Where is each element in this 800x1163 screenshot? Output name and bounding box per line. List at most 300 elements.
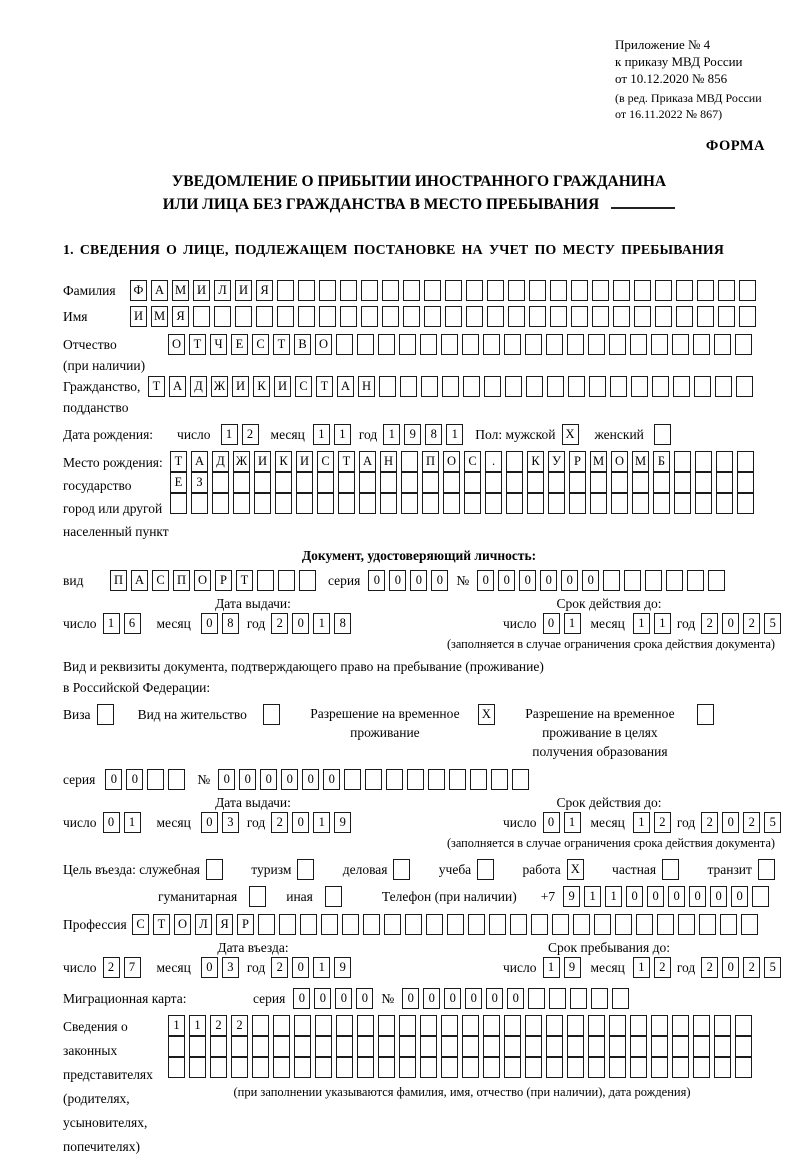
given-name-cells-box[interactable] xyxy=(298,306,315,327)
patronymic-cells-box[interactable] xyxy=(420,334,437,355)
patronymic-cells-box[interactable] xyxy=(693,334,710,355)
migration-card-number-cells-box[interactable] xyxy=(528,988,545,1009)
purpose-transit-checkbox-box[interactable] xyxy=(758,859,775,880)
patronymic-cells-box[interactable] xyxy=(714,334,731,355)
stay-expiry-day-cells[interactable] xyxy=(543,812,581,833)
representatives-row2-cells-box[interactable] xyxy=(609,1036,626,1057)
phone-cells-box[interactable]: 0 xyxy=(626,886,643,907)
patronymic-cells-box[interactable]: Т xyxy=(189,334,206,355)
birthplace-row1-cells-box[interactable]: С xyxy=(464,451,481,472)
representatives-row1-cells-box[interactable]: 2 xyxy=(231,1015,248,1036)
profession-cells-box[interactable] xyxy=(384,914,401,935)
representatives-row2-cells-box[interactable] xyxy=(651,1036,668,1057)
birthplace-row1-cells[interactable] xyxy=(170,451,754,472)
migration-card-series-cells[interactable] xyxy=(293,988,373,1009)
patronymic-cells-box[interactable] xyxy=(336,334,353,355)
profession-cells[interactable] xyxy=(132,914,758,935)
visa-checkbox[interactable] xyxy=(97,704,114,725)
given-name-cells-box[interactable] xyxy=(676,306,693,327)
patronymic-cells-box[interactable]: О xyxy=(315,334,332,355)
surname-cells-box[interactable]: Я xyxy=(256,280,273,301)
birthplace-row1-cells-box[interactable]: У xyxy=(548,451,565,472)
representatives-row2-cells-box[interactable] xyxy=(525,1036,542,1057)
id-doc-number-cells-box[interactable]: 0 xyxy=(540,570,557,591)
id-doc-number-cells-box[interactable] xyxy=(666,570,683,591)
id-issue-month-cells-box[interactable]: 0 xyxy=(201,613,218,634)
surname-cells-box[interactable] xyxy=(613,280,630,301)
representatives-row3-cells-box[interactable] xyxy=(168,1057,185,1078)
given-name-cells-box[interactable] xyxy=(445,306,462,327)
representatives-row2-cells-box[interactable] xyxy=(672,1036,689,1057)
citizenship-cells-box[interactable] xyxy=(463,376,480,397)
given-name-cells-box[interactable] xyxy=(571,306,588,327)
migration-card-number-cells-box[interactable]: 0 xyxy=(402,988,419,1009)
profession-cells-box[interactable] xyxy=(426,914,443,935)
profession-cells-box[interactable] xyxy=(636,914,653,935)
surname-cells-box[interactable] xyxy=(739,280,756,301)
given-name-cells-box[interactable] xyxy=(403,306,420,327)
representatives-row2-cells-box[interactable] xyxy=(735,1036,752,1057)
entry-day-cells-box[interactable]: 2 xyxy=(103,957,120,978)
birthplace-row1-cells-box[interactable] xyxy=(737,451,754,472)
representatives-row2-cells-box[interactable] xyxy=(420,1036,437,1057)
birthplace-row2-cells-box[interactable] xyxy=(590,472,607,493)
id-doc-type-cells-box[interactable] xyxy=(278,570,295,591)
patronymic-cells-box[interactable]: В xyxy=(294,334,311,355)
representatives-row3-cells-box[interactable] xyxy=(294,1057,311,1078)
birthplace-row1-cells-box[interactable]: Т xyxy=(338,451,355,472)
stay-doc-number-cells-box[interactable] xyxy=(344,769,361,790)
birthplace-row2-cells-box[interactable] xyxy=(296,472,313,493)
stay-issue-year-cells-box[interactable]: 2 xyxy=(271,812,288,833)
stay-doc-number-cells-box[interactable]: 0 xyxy=(302,769,319,790)
birthplace-row1-cells-box[interactable]: Д xyxy=(212,451,229,472)
phone-cells-box[interactable]: 0 xyxy=(689,886,706,907)
birthplace-row2-cells-box[interactable] xyxy=(674,472,691,493)
citizenship-cells-box[interactable] xyxy=(379,376,396,397)
stay-issue-month-cells[interactable] xyxy=(201,812,239,833)
profession-cells-box[interactable] xyxy=(258,914,275,935)
phone-cells-box[interactable]: 1 xyxy=(584,886,601,907)
birthplace-row3-cells-box[interactable] xyxy=(170,493,187,514)
id-doc-type-cells-box[interactable]: С xyxy=(152,570,169,591)
purpose-tourism-checkbox-box[interactable] xyxy=(297,859,314,880)
birthplace-row2-cells-box[interactable]: З xyxy=(191,472,208,493)
representatives-row1-cells-box[interactable]: 1 xyxy=(189,1015,206,1036)
given-name-cells-box[interactable] xyxy=(277,306,294,327)
representatives-row2-cells-box[interactable] xyxy=(210,1036,227,1057)
surname-cells-box[interactable] xyxy=(445,280,462,301)
citizenship-cells-box[interactable] xyxy=(484,376,501,397)
id-doc-type-cells-box[interactable]: П xyxy=(173,570,190,591)
representatives-row3-cells-box[interactable] xyxy=(651,1057,668,1078)
citizenship-cells-box[interactable]: А xyxy=(169,376,186,397)
representatives-row1-cells-box[interactable] xyxy=(252,1015,269,1036)
stay-issue-day-cells-box[interactable]: 1 xyxy=(124,812,141,833)
id-issue-year-cells[interactable] xyxy=(271,613,351,634)
representatives-row2-cells-box[interactable] xyxy=(273,1036,290,1057)
stay-doc-number-cells-box[interactable] xyxy=(365,769,382,790)
profession-cells-box[interactable] xyxy=(279,914,296,935)
residence-permit-checkbox[interactable] xyxy=(263,704,280,725)
given-name-cells-box[interactable] xyxy=(508,306,525,327)
birth-day-cells-box[interactable]: 1 xyxy=(221,424,238,445)
representatives-row3-cells-box[interactable] xyxy=(714,1057,731,1078)
profession-cells-box[interactable] xyxy=(615,914,632,935)
patronymic-cells-box[interactable] xyxy=(399,334,416,355)
sex-female-checkbox-box[interactable] xyxy=(654,424,671,445)
citizenship-cells-box[interactable]: Т xyxy=(316,376,333,397)
birthplace-row2-cells-box[interactable] xyxy=(569,472,586,493)
surname-cells-box[interactable] xyxy=(361,280,378,301)
birthplace-row3-cells-box[interactable] xyxy=(254,493,271,514)
birthplace-row3-cells-box[interactable] xyxy=(275,493,292,514)
citizenship-cells-box[interactable] xyxy=(421,376,438,397)
id-expiry-year-cells[interactable] xyxy=(701,613,781,634)
birthplace-row3-cells-box[interactable] xyxy=(443,493,460,514)
representatives-row3-cells-box[interactable] xyxy=(567,1057,584,1078)
stay-doc-number-cells-box[interactable]: 0 xyxy=(323,769,340,790)
sex-female-checkbox[interactable] xyxy=(654,424,671,445)
given-name-cells-box[interactable] xyxy=(466,306,483,327)
given-name-cells-box[interactable] xyxy=(697,306,714,327)
stay-doc-number-cells-box[interactable]: 0 xyxy=(218,769,235,790)
patronymic-cells-box[interactable]: С xyxy=(252,334,269,355)
migration-card-series-cells-box[interactable]: 0 xyxy=(335,988,352,1009)
given-name-cells-box[interactable] xyxy=(193,306,210,327)
representatives-row1-cells-box[interactable] xyxy=(735,1015,752,1036)
stay-until-year-cells-box[interactable]: 5 xyxy=(764,957,781,978)
citizenship-cells-box[interactable]: А xyxy=(337,376,354,397)
stay-doc-number-cells-box[interactable] xyxy=(470,769,487,790)
birthplace-row3-cells-box[interactable] xyxy=(674,493,691,514)
stay-until-year-cells-box[interactable]: 2 xyxy=(701,957,718,978)
citizenship-cells-box[interactable] xyxy=(694,376,711,397)
representatives-row3-cells-box[interactable] xyxy=(420,1057,437,1078)
surname-cells-box[interactable]: И xyxy=(235,280,252,301)
representatives-row3-cells-box[interactable] xyxy=(231,1057,248,1078)
stay-doc-number-cells-box[interactable]: 0 xyxy=(260,769,277,790)
id-issue-year-cells-box[interactable]: 2 xyxy=(271,613,288,634)
phone-cells-box[interactable]: 0 xyxy=(668,886,685,907)
profession-cells-box[interactable] xyxy=(531,914,548,935)
surname-cells-box[interactable] xyxy=(676,280,693,301)
profession-cells-box[interactable]: Р xyxy=(237,914,254,935)
citizenship-cells-box[interactable] xyxy=(589,376,606,397)
representatives-row2-cells-box[interactable] xyxy=(399,1036,416,1057)
id-doc-series-cells[interactable] xyxy=(368,570,448,591)
representatives-row1-cells-box[interactable] xyxy=(630,1015,647,1036)
migration-card-series-cells-box[interactable]: 0 xyxy=(356,988,373,1009)
representatives-row2-cells-box[interactable] xyxy=(252,1036,269,1057)
entry-year-cells-box[interactable]: 2 xyxy=(271,957,288,978)
representatives-row2-cells-box[interactable] xyxy=(567,1036,584,1057)
birthplace-row3-cells-box[interactable] xyxy=(653,493,670,514)
representatives-row3-cells-box[interactable] xyxy=(336,1057,353,1078)
id-doc-number-cells-box[interactable] xyxy=(624,570,641,591)
birthplace-row3-cells-box[interactable] xyxy=(380,493,397,514)
surname-cells-box[interactable]: И xyxy=(193,280,210,301)
representatives-row1-cells-box[interactable] xyxy=(315,1015,332,1036)
surname-cells-box[interactable]: Л xyxy=(214,280,231,301)
id-issue-month-cells-box[interactable]: 8 xyxy=(222,613,239,634)
birthplace-row2-cells[interactable] xyxy=(170,472,754,493)
given-name-cells-box[interactable] xyxy=(256,306,273,327)
migration-card-number-cells-box[interactable] xyxy=(549,988,566,1009)
given-name-cells-box[interactable] xyxy=(214,306,231,327)
representatives-row3-cells-box[interactable] xyxy=(693,1057,710,1078)
profession-cells-box[interactable] xyxy=(594,914,611,935)
given-name-cells-box[interactable] xyxy=(718,306,735,327)
birthplace-row3-cells-box[interactable] xyxy=(716,493,733,514)
birthplace-row1-cells-box[interactable]: Б xyxy=(653,451,670,472)
birthplace-row2-cells-box[interactable] xyxy=(527,472,544,493)
representatives-row2-cells-box[interactable] xyxy=(441,1036,458,1057)
stay-doc-number-cells-box[interactable] xyxy=(386,769,403,790)
surname-cells-box[interactable] xyxy=(298,280,315,301)
representatives-row1-cells-box[interactable] xyxy=(336,1015,353,1036)
given-name-cells-box[interactable] xyxy=(529,306,546,327)
profession-cells-box[interactable]: С xyxy=(132,914,149,935)
birthplace-row3-cells-box[interactable] xyxy=(233,493,250,514)
stay-expiry-year-cells-box[interactable]: 2 xyxy=(743,812,760,833)
profession-cells-box[interactable]: Я xyxy=(216,914,233,935)
id-expiry-day-cells-box[interactable]: 1 xyxy=(564,613,581,634)
birth-year-cells[interactable] xyxy=(383,424,463,445)
representatives-row3-cells-box[interactable] xyxy=(210,1057,227,1078)
birthplace-row2-cells-box[interactable] xyxy=(653,472,670,493)
representatives-row2-cells[interactable] xyxy=(168,1036,756,1057)
birthplace-row3-cells-box[interactable] xyxy=(590,493,607,514)
representatives-row2-cells-box[interactable] xyxy=(231,1036,248,1057)
representatives-row1-cells-box[interactable] xyxy=(462,1015,479,1036)
citizenship-cells-box[interactable] xyxy=(715,376,732,397)
id-doc-type-cells-box[interactable] xyxy=(299,570,316,591)
profession-cells-box[interactable] xyxy=(468,914,485,935)
citizenship-cells-box[interactable] xyxy=(505,376,522,397)
birthplace-row1-cells-box[interactable]: П xyxy=(422,451,439,472)
patronymic-cells-box[interactable]: Ч xyxy=(210,334,227,355)
given-name-cells-box[interactable] xyxy=(319,306,336,327)
profession-cells-box[interactable] xyxy=(489,914,506,935)
profession-cells-box[interactable] xyxy=(657,914,674,935)
stay-doc-number-cells[interactable] xyxy=(218,769,529,790)
representatives-row3-cells-box[interactable] xyxy=(399,1057,416,1078)
representatives-row1-cells[interactable] xyxy=(168,1015,756,1036)
phone-cells-box[interactable]: 0 xyxy=(731,886,748,907)
id-doc-number-cells-box[interactable] xyxy=(603,570,620,591)
purpose-other-checkbox[interactable] xyxy=(325,886,342,907)
stay-until-year-cells-box[interactable]: 0 xyxy=(722,957,739,978)
stay-doc-series-cells-box[interactable]: 0 xyxy=(105,769,122,790)
surname-cells-box[interactable]: М xyxy=(172,280,189,301)
birthplace-row3-cells-box[interactable] xyxy=(485,493,502,514)
given-name-cells-box[interactable] xyxy=(655,306,672,327)
purpose-tourism-checkbox[interactable] xyxy=(297,859,314,880)
citizenship-cells-box[interactable]: Н xyxy=(358,376,375,397)
representatives-row1-cells-box[interactable]: 1 xyxy=(168,1015,185,1036)
representatives-row3-cells-box[interactable] xyxy=(525,1057,542,1078)
profession-cells-box[interactable] xyxy=(741,914,758,935)
birthplace-row1-cells-box[interactable]: И xyxy=(254,451,271,472)
representatives-row3-cells-box[interactable] xyxy=(378,1057,395,1078)
representatives-row3-cells-box[interactable] xyxy=(546,1057,563,1078)
migration-card-number-cells-box[interactable] xyxy=(570,988,587,1009)
stay-issue-year-cells-box[interactable]: 0 xyxy=(292,812,309,833)
stay-doc-number-cells-box[interactable] xyxy=(449,769,466,790)
representatives-row3-cells-box[interactable] xyxy=(672,1057,689,1078)
stay-issue-year-cells-box[interactable]: 1 xyxy=(313,812,330,833)
surname-cells-box[interactable] xyxy=(571,280,588,301)
given-name-cells-box[interactable] xyxy=(634,306,651,327)
given-name-cells-box[interactable] xyxy=(613,306,630,327)
birth-day-cells[interactable] xyxy=(221,424,259,445)
citizenship-cells-box[interactable]: И xyxy=(232,376,249,397)
representatives-row2-cells-box[interactable] xyxy=(714,1036,731,1057)
birthplace-row1-cells-box[interactable]: К xyxy=(527,451,544,472)
representatives-row2-cells-box[interactable] xyxy=(462,1036,479,1057)
id-doc-series-cells-box[interactable]: 0 xyxy=(389,570,406,591)
stay-doc-number-cells-box[interactable]: 0 xyxy=(239,769,256,790)
temp-residence-edu-checkbox-box[interactable] xyxy=(697,704,714,725)
representatives-row3-cells-box[interactable] xyxy=(630,1057,647,1078)
birthplace-row2-cells-box[interactable]: Е xyxy=(170,472,187,493)
citizenship-cells-box[interactable]: К xyxy=(253,376,270,397)
given-name-cells-box[interactable] xyxy=(550,306,567,327)
purpose-work-checkbox-box[interactable]: X xyxy=(567,859,584,880)
id-doc-number-cells-box[interactable]: 0 xyxy=(561,570,578,591)
birthplace-row2-cells-box[interactable] xyxy=(254,472,271,493)
stay-issue-year-cells-box[interactable]: 9 xyxy=(334,812,351,833)
profession-cells-box[interactable] xyxy=(573,914,590,935)
surname-cells-box[interactable] xyxy=(382,280,399,301)
profession-cells-box[interactable] xyxy=(363,914,380,935)
profession-cells-box[interactable] xyxy=(699,914,716,935)
migration-card-number-cells-box[interactable] xyxy=(591,988,608,1009)
stay-issue-day-cells[interactable] xyxy=(103,812,141,833)
birthplace-row3-cells-box[interactable] xyxy=(611,493,628,514)
migration-card-number-cells-box[interactable] xyxy=(612,988,629,1009)
birthplace-row2-cells-box[interactable] xyxy=(506,472,523,493)
patronymic-cells-box[interactable]: Т xyxy=(273,334,290,355)
profession-cells-box[interactable] xyxy=(510,914,527,935)
birthplace-row3-cells-box[interactable] xyxy=(632,493,649,514)
citizenship-cells-box[interactable] xyxy=(652,376,669,397)
surname-cells-box[interactable] xyxy=(508,280,525,301)
birth-month-cells-box[interactable]: 1 xyxy=(313,424,330,445)
birthplace-row2-cells-box[interactable] xyxy=(422,472,439,493)
purpose-study-checkbox[interactable] xyxy=(477,859,494,880)
given-name-cells-box[interactable] xyxy=(340,306,357,327)
profession-cells-box[interactable] xyxy=(720,914,737,935)
birthplace-row3-cells-box[interactable] xyxy=(464,493,481,514)
id-expiry-year-cells-box[interactable]: 5 xyxy=(764,613,781,634)
birthplace-row1-cells-box[interactable]: А xyxy=(359,451,376,472)
temp-residence-checkbox[interactable] xyxy=(478,704,495,725)
id-doc-number-cells-box[interactable]: 0 xyxy=(477,570,494,591)
representatives-row3-cells-box[interactable] xyxy=(735,1057,752,1078)
given-name-cells-box[interactable]: М xyxy=(151,306,168,327)
citizenship-cells-box[interactable]: И xyxy=(274,376,291,397)
representatives-row1-cells-box[interactable] xyxy=(609,1015,626,1036)
temp-residence-checkbox-box[interactable]: X xyxy=(478,704,495,725)
birthplace-row3-cells-box[interactable] xyxy=(317,493,334,514)
given-name-cells-box[interactable] xyxy=(424,306,441,327)
stay-issue-day-cells-box[interactable]: 0 xyxy=(103,812,120,833)
citizenship-cells-box[interactable] xyxy=(568,376,585,397)
entry-year-cells[interactable] xyxy=(271,957,351,978)
representatives-row3-cells-box[interactable] xyxy=(462,1057,479,1078)
id-issue-month-cells[interactable] xyxy=(201,613,239,634)
patronymic-cells-box[interactable] xyxy=(525,334,542,355)
birthplace-row2-cells-box[interactable] xyxy=(548,472,565,493)
purpose-other-checkbox-box[interactable] xyxy=(325,886,342,907)
surname-cells-box[interactable]: А xyxy=(151,280,168,301)
patronymic-cells-box[interactable] xyxy=(483,334,500,355)
birthplace-row3-cells-box[interactable] xyxy=(569,493,586,514)
surname-cells-box[interactable] xyxy=(550,280,567,301)
surname-cells-box[interactable] xyxy=(466,280,483,301)
stay-doc-number-cells-box[interactable] xyxy=(428,769,445,790)
representatives-row2-cells-box[interactable] xyxy=(315,1036,332,1057)
stay-expiry-month-cells-box[interactable]: 2 xyxy=(654,812,671,833)
representatives-row1-cells-box[interactable] xyxy=(294,1015,311,1036)
birthplace-row3-cells-box[interactable] xyxy=(191,493,208,514)
surname-cells-box[interactable] xyxy=(718,280,735,301)
birthplace-row1-cells-box[interactable]: А xyxy=(191,451,208,472)
birthplace-row2-cells-box[interactable] xyxy=(317,472,334,493)
representatives-row3-cells-box[interactable] xyxy=(252,1057,269,1078)
stay-expiry-year-cells-box[interactable]: 2 xyxy=(701,812,718,833)
temp-residence-edu-checkbox[interactable] xyxy=(697,704,714,725)
representatives-row1-cells-box[interactable] xyxy=(420,1015,437,1036)
residence-permit-checkbox-box[interactable] xyxy=(263,704,280,725)
birth-month-cells[interactable] xyxy=(313,424,351,445)
birthplace-row3-cells-box[interactable] xyxy=(506,493,523,514)
id-doc-series-cells-box[interactable]: 0 xyxy=(431,570,448,591)
surname-cells-box[interactable] xyxy=(319,280,336,301)
birthplace-row2-cells-box[interactable] xyxy=(632,472,649,493)
birthplace-row1-cells-box[interactable]: . xyxy=(485,451,502,472)
entry-month-cells-box[interactable]: 0 xyxy=(201,957,218,978)
stay-until-year-cells-box[interactable]: 2 xyxy=(743,957,760,978)
phone-cells-box[interactable] xyxy=(752,886,769,907)
purpose-business-checkbox[interactable] xyxy=(393,859,410,880)
birthplace-row3-cells-box[interactable] xyxy=(695,493,712,514)
id-expiry-month-cells-box[interactable]: 1 xyxy=(633,613,650,634)
id-doc-type-cells-box[interactable]: А xyxy=(131,570,148,591)
representatives-row1-cells-box[interactable]: 2 xyxy=(210,1015,227,1036)
surname-cells-box[interactable] xyxy=(424,280,441,301)
birthplace-row2-cells-box[interactable] xyxy=(611,472,628,493)
representatives-row2-cells-box[interactable] xyxy=(168,1036,185,1057)
birthplace-row3-cells-box[interactable] xyxy=(548,493,565,514)
given-name-cells[interactable] xyxy=(130,306,756,327)
birthplace-row1-cells-box[interactable]: М xyxy=(590,451,607,472)
id-expiry-day-cells-box[interactable]: 0 xyxy=(543,613,560,634)
citizenship-cells-box[interactable] xyxy=(673,376,690,397)
given-name-cells-box[interactable] xyxy=(361,306,378,327)
representatives-row2-cells-box[interactable] xyxy=(546,1036,563,1057)
representatives-row3-cells-box[interactable] xyxy=(441,1057,458,1078)
stay-doc-number-cells-box[interactable] xyxy=(512,769,529,790)
citizenship-cells-box[interactable]: Ж xyxy=(211,376,228,397)
id-issue-year-cells-box[interactable]: 0 xyxy=(292,613,309,634)
birthplace-row3-cells[interactable] xyxy=(170,493,754,514)
birth-day-cells-box[interactable]: 2 xyxy=(242,424,259,445)
representatives-row2-cells-box[interactable] xyxy=(336,1036,353,1057)
id-doc-number-cells-box[interactable]: 0 xyxy=(498,570,515,591)
